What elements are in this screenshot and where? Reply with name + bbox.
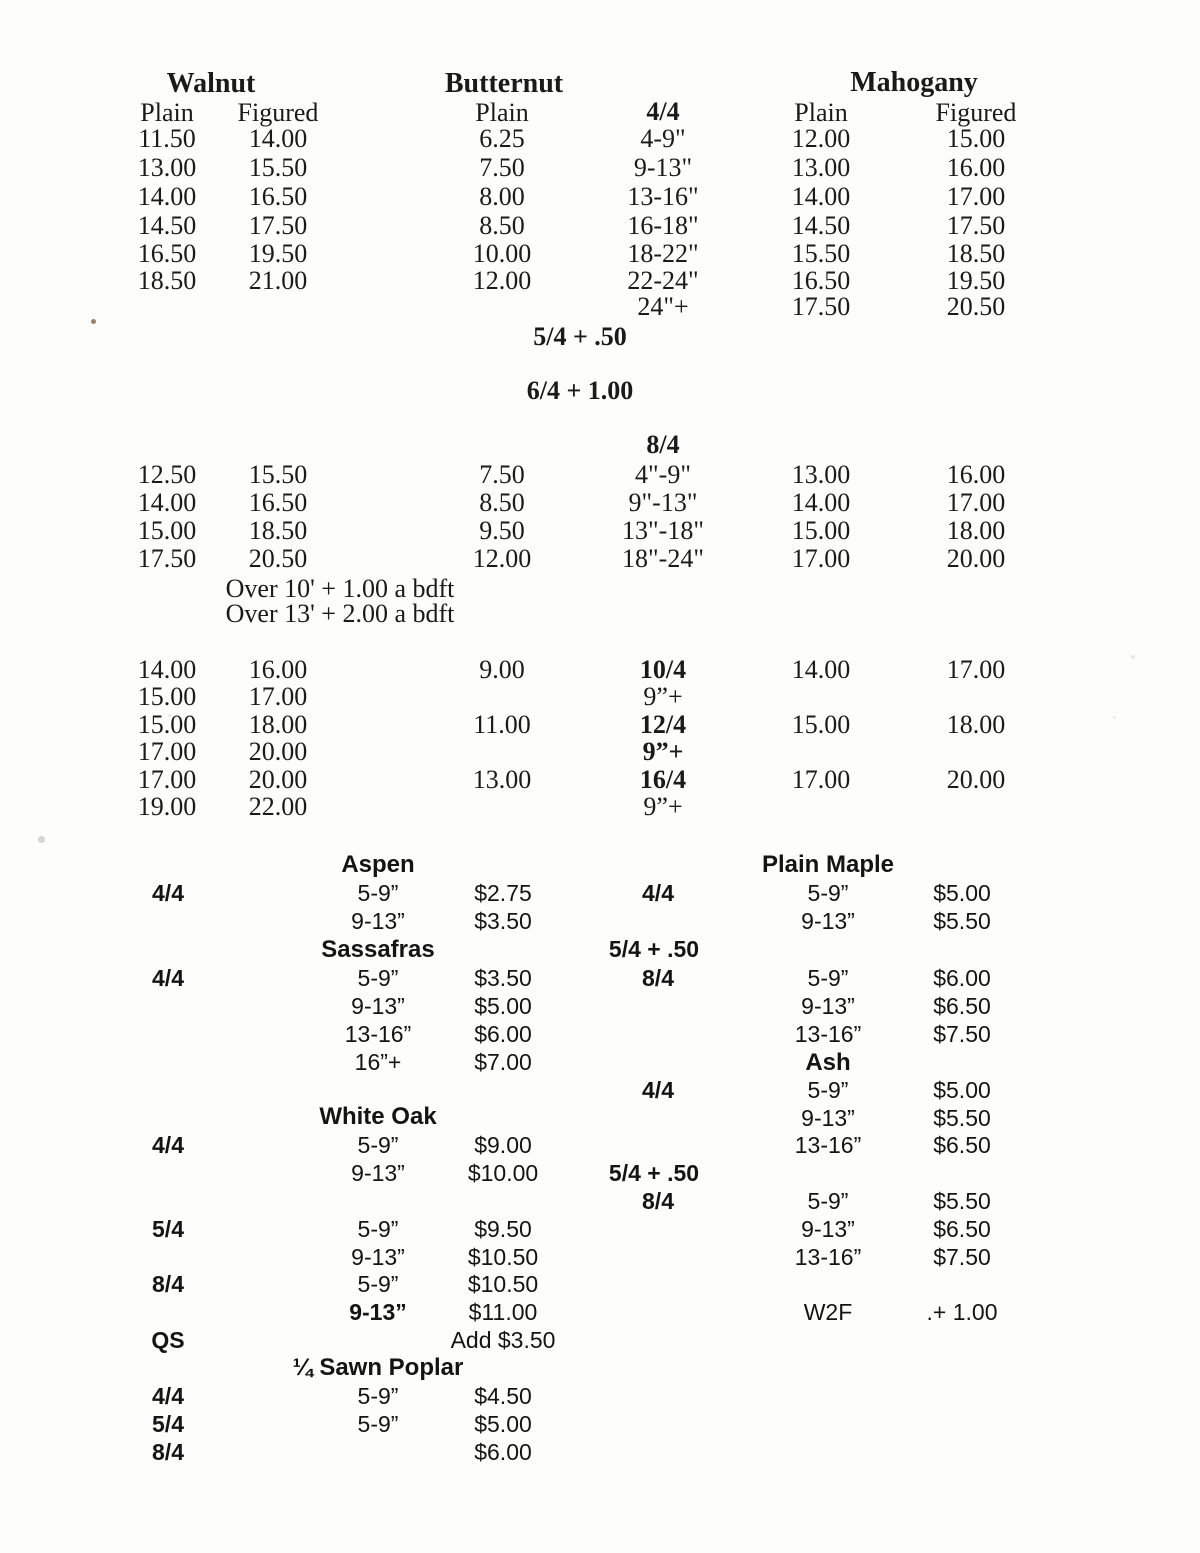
row-white-oak-1-price: $10.00: [467, 1160, 539, 1186]
thick-stock-row-2-mahogany-plain: 15.00: [791, 710, 851, 739]
row-white-oak-2-price: $9.50: [474, 1216, 532, 1242]
row-plain-maple-3-price: $6.00: [933, 965, 991, 991]
four-quarter-row-2-mahogany-figured: 17.00: [946, 182, 1006, 211]
grade-header-figured-1: Figured: [237, 98, 319, 127]
row---sawn-poplar-1-width: 5-9”: [357, 1411, 399, 1437]
grade-header-plain-0: Plain: [140, 98, 194, 127]
thick-stock-row-4-mahogany-figured: 20.00: [946, 765, 1006, 794]
thick-stock-row-4-walnut-figured: 20.00: [248, 765, 308, 794]
row---sawn-poplar-0-width: 5-9”: [357, 1383, 399, 1409]
row-ash-3-thickness: 5/4 + .50: [608, 1160, 700, 1186]
thick-stock-row-1-width: 9”+: [643, 682, 683, 711]
row---sawn-poplar-1-price: $5.00: [474, 1411, 532, 1437]
four-quarter-row-5-walnut-figured: 21.00: [248, 266, 308, 295]
four-quarter-row-2-walnut-plain: 14.00: [137, 182, 197, 211]
row-sassafras-0-price: $3.50: [474, 965, 532, 991]
eight-quarter-row-1-mahogany-plain: 14.00: [791, 488, 851, 517]
length-note-0: Over 10' + 1.00 a bdft: [225, 574, 455, 603]
section-header-plain-maple: Plain Maple: [761, 851, 895, 878]
row-white-oak-4-price: $10.50: [467, 1271, 539, 1297]
row-white-oak-0-price: $9.00: [474, 1132, 532, 1158]
four-quarter-row-6-mahogany-plain: 17.50: [791, 292, 851, 321]
thick-stock-row-5-width: 9”+: [643, 792, 683, 821]
row-sassafras-2-price: $6.00: [474, 1021, 532, 1047]
four-quarter-row-5-mahogany-figured: 19.50: [946, 266, 1006, 295]
four-quarter-row-1-mahogany-plain: 13.00: [791, 153, 851, 182]
four-quarter-row-1-walnut-plain: 13.00: [137, 153, 197, 182]
grade-header-44-3: 4/4: [646, 97, 680, 126]
four-quarter-row-4-walnut-figured: 19.50: [248, 239, 308, 268]
row-plain-maple-3-thickness: 8/4: [642, 965, 674, 991]
row-plain-maple-4-width: 9-13”: [801, 993, 855, 1019]
eight-quarter-row-2-butternut-plain: 9.50: [479, 516, 525, 545]
section-header-white-oak: White Oak: [319, 1103, 437, 1130]
thick-stock-row-5-walnut-plain: 19.00: [137, 792, 197, 821]
eight-quarter-row-3-butternut-plain: 12.00: [472, 544, 532, 573]
eight-quarter-row-1-butternut-plain: 8.50: [479, 488, 525, 517]
row-plain-maple-3-width: 5-9”: [807, 965, 849, 991]
row-sassafras-3-price: $7.00: [474, 1049, 532, 1075]
species-header-walnut: Walnut: [166, 68, 256, 99]
row-ash-2-width: 13-16”: [794, 1132, 862, 1158]
eight-quarter-row-2-walnut-figured: 18.50: [248, 516, 308, 545]
row-aspen-0-thickness: 4/4: [152, 880, 184, 906]
thick-stock-row-2-mahogany-figured: 18.00: [946, 710, 1006, 739]
row-white-oak-5-width: 9-13”: [349, 1299, 407, 1325]
row-plain-maple-1-price: $5.50: [933, 908, 991, 934]
row-plain-maple-5-price: $7.50: [933, 1021, 991, 1047]
four-quarter-row-3-mahogany-figured: 17.50: [946, 211, 1006, 240]
thick-stock-row-0-mahogany-plain: 14.00: [791, 655, 851, 684]
row-white-oak-3-price: $10.50: [467, 1244, 539, 1270]
eight-quarter-row-1-walnut-figured: 16.50: [248, 488, 308, 517]
thick-stock-row-3-walnut-figured: 20.00: [248, 737, 308, 766]
row-ash-1-width: 9-13”: [801, 1105, 855, 1131]
four-quarter-row-4-width: 18-22": [627, 239, 699, 268]
eight-quarter-row-3-mahogany-plain: 17.00: [791, 544, 851, 573]
eight-quarter-row-3-mahogany-figured: 20.00: [946, 544, 1006, 573]
thick-stock-row-1-walnut-figured: 17.00: [248, 682, 308, 711]
four-quarter-row-3-walnut-plain: 14.50: [137, 211, 197, 240]
thick-stock-row-4-walnut-plain: 17.00: [137, 765, 197, 794]
four-quarter-row-0-mahogany-figured: 15.00: [946, 124, 1006, 153]
row-ash-4-thickness: 8/4: [642, 1188, 674, 1214]
section-header-sassafras: Sassafras: [321, 936, 435, 963]
eight-quarter-row-1-width: 9"-13": [628, 488, 698, 517]
four-quarter-row-1-walnut-figured: 15.50: [248, 153, 308, 182]
four-quarter-row-6-width: 24"+: [637, 292, 689, 321]
row-plain-maple-5-width: 13-16”: [794, 1021, 862, 1047]
row-ash-7-price: .+ 1.00: [926, 1299, 998, 1325]
row-ash-4-price: $5.50: [933, 1188, 991, 1214]
species-header-butternut: Butternut: [444, 68, 564, 99]
row-ash-0-price: $5.00: [933, 1077, 991, 1103]
thick-stock-row-3-width: 9”+: [642, 737, 684, 766]
row-white-oak-4-thickness: 8/4: [152, 1271, 184, 1297]
row-aspen-1-price: $3.50: [474, 908, 532, 934]
thick-stock-row-4-butternut-plain: 13.00: [472, 765, 532, 794]
eight-quarter-row-3-width: 18"-24": [622, 544, 704, 573]
row---sawn-poplar-2-price: $6.00: [474, 1439, 532, 1465]
four-quarter-row-0-mahogany-plain: 12.00: [791, 124, 851, 153]
four-quarter-row-2-walnut-figured: 16.50: [248, 182, 308, 211]
four-quarter-row-0-walnut-plain: 11.50: [138, 124, 196, 153]
section-header-aspen: Aspen: [341, 851, 415, 878]
row-sassafras-2-width: 13-16”: [344, 1021, 412, 1047]
row-sassafras-3-width: 16”+: [354, 1049, 402, 1075]
four-quarter-row-3-mahogany-plain: 14.50: [791, 211, 851, 240]
thickness-header-8-4: 8/4: [646, 430, 680, 459]
row-ash-5-price: $6.50: [933, 1216, 991, 1242]
four-quarter-row-5-mahogany-plain: 16.50: [791, 266, 851, 295]
eight-quarter-row-1-walnut-plain: 14.00: [137, 488, 197, 517]
row---sawn-poplar-0-price: $4.50: [474, 1383, 532, 1409]
row-plain-maple-0-price: $5.00: [933, 880, 991, 906]
thick-stock-row-4-mahogany-plain: 17.00: [791, 765, 851, 794]
thick-stock-row-0-mahogany-figured: 17.00: [946, 655, 1006, 684]
row-aspen-0-width: 5-9”: [357, 880, 399, 906]
thick-stock-row-0-walnut-figured: 16.00: [248, 655, 308, 684]
four-quarter-row-5-width: 22-24": [627, 266, 699, 295]
row-ash-6-price: $7.50: [933, 1244, 991, 1270]
four-quarter-row-5-walnut-plain: 18.50: [137, 266, 197, 295]
four-quarter-row-3-butternut-plain: 8.50: [479, 211, 525, 240]
section-header---sawn-poplar: ¼ Sawn Poplar: [292, 1354, 464, 1381]
scan-speck: [1131, 655, 1135, 659]
row---sawn-poplar-2-thickness: 8/4: [152, 1439, 184, 1465]
thick-stock-row-1-walnut-plain: 15.00: [137, 682, 197, 711]
thick-stock-row-2-walnut-plain: 15.00: [137, 710, 197, 739]
row-sassafras-0-width: 5-9”: [357, 965, 399, 991]
thick-stock-row-5-walnut-figured: 22.00: [248, 792, 308, 821]
section-header-ash: Ash: [805, 1049, 851, 1076]
row-white-oak-6-thickness: QS: [151, 1327, 185, 1353]
row-white-oak-2-thickness: 5/4: [152, 1216, 184, 1242]
grade-header-plain-2: Plain: [475, 98, 529, 127]
four-quarter-row-1-mahogany-figured: 16.00: [946, 153, 1006, 182]
eight-quarter-row-2-walnut-plain: 15.00: [137, 516, 197, 545]
eight-quarter-row-3-walnut-figured: 20.50: [248, 544, 308, 573]
four-quarter-row-3-width: 16-18": [627, 211, 699, 240]
row-ash-4-width: 5-9”: [807, 1188, 849, 1214]
row-plain-maple-1-width: 9-13”: [801, 908, 855, 934]
row-ash-1-price: $5.50: [933, 1105, 991, 1131]
row-white-oak-3-width: 9-13”: [351, 1244, 405, 1270]
thick-stock-row-0-width: 10/4: [639, 655, 687, 684]
thick-stock-row-2-width: 12/4: [639, 710, 687, 739]
grade-header-figured-5: Figured: [935, 98, 1017, 127]
four-quarter-row-0-walnut-figured: 14.00: [248, 124, 308, 153]
four-quarter-row-2-butternut-plain: 8.00: [479, 182, 525, 211]
row-plain-maple-0-width: 5-9”: [807, 880, 849, 906]
four-quarter-row-2-width: 13-16": [627, 182, 699, 211]
four-quarter-row-2-mahogany-plain: 14.00: [791, 182, 851, 211]
species-header-mahogany: Mahogany: [850, 67, 978, 98]
thick-stock-row-2-butternut-plain: 11.00: [473, 710, 531, 739]
row-plain-maple-2-thickness: 5/4 + .50: [608, 936, 700, 962]
four-quarter-row-4-mahogany-figured: 18.50: [946, 239, 1006, 268]
eight-quarter-row-0-mahogany-plain: 13.00: [791, 460, 851, 489]
row-sassafras-1-price: $5.00: [474, 993, 532, 1019]
four-quarter-row-1-butternut-plain: 7.50: [479, 153, 525, 182]
eight-quarter-row-3-walnut-plain: 17.50: [137, 544, 197, 573]
four-quarter-row-3-walnut-figured: 17.50: [248, 211, 308, 240]
eight-quarter-row-0-width: 4"-9": [635, 460, 691, 489]
length-note-1: Over 13' + 2.00 a bdft: [225, 599, 455, 628]
row-white-oak-1-width: 9-13”: [351, 1160, 405, 1186]
row-white-oak-0-thickness: 4/4: [152, 1132, 184, 1158]
eight-quarter-row-0-walnut-plain: 12.50: [137, 460, 197, 489]
eight-quarter-row-2-mahogany-plain: 15.00: [791, 516, 851, 545]
row-white-oak-4-width: 5-9”: [357, 1271, 399, 1297]
eight-quarter-row-0-butternut-plain: 7.50: [479, 460, 525, 489]
grade-header-plain-4: Plain: [794, 98, 848, 127]
row-ash-0-width: 5-9”: [807, 1077, 849, 1103]
thick-stock-row-0-butternut-plain: 9.00: [479, 655, 525, 684]
row-plain-maple-4-price: $6.50: [933, 993, 991, 1019]
eight-quarter-row-0-mahogany-figured: 16.00: [946, 460, 1006, 489]
scan-speck: [91, 319, 96, 324]
thick-stock-row-0-walnut-plain: 14.00: [137, 655, 197, 684]
row-plain-maple-0-thickness: 4/4: [642, 880, 674, 906]
row-white-oak-6-price: Add $3.50: [450, 1327, 556, 1353]
four-quarter-row-4-mahogany-plain: 15.50: [791, 239, 851, 268]
eight-quarter-row-0-walnut-figured: 15.50: [248, 460, 308, 489]
row-sassafras-1-width: 9-13”: [351, 993, 405, 1019]
four-quarter-row-4-butternut-plain: 10.00: [472, 239, 532, 268]
row-ash-2-price: $6.50: [933, 1132, 991, 1158]
row-white-oak-2-width: 5-9”: [357, 1216, 399, 1242]
eight-quarter-row-2-width: 13"-18": [622, 516, 704, 545]
four-quarter-row-0-width: 4-9": [640, 124, 686, 153]
row---sawn-poplar-1-thickness: 5/4: [152, 1411, 184, 1437]
row-aspen-1-width: 9-13”: [351, 908, 405, 934]
row---sawn-poplar-0-thickness: 4/4: [152, 1383, 184, 1409]
row-white-oak-5-price: $11.00: [468, 1299, 538, 1325]
thick-stock-row-3-walnut-plain: 17.00: [137, 737, 197, 766]
row-ash-6-width: 13-16”: [794, 1244, 862, 1270]
row-aspen-0-price: $2.75: [474, 880, 532, 906]
scan-speck: [38, 836, 45, 843]
row-ash-7-width: W2F: [803, 1299, 853, 1325]
upcharge-line-0: 5/4 + .50: [533, 322, 627, 351]
eight-quarter-row-2-mahogany-figured: 18.00: [946, 516, 1006, 545]
four-quarter-row-1-width: 9-13": [633, 153, 693, 182]
four-quarter-row-5-butternut-plain: 12.00: [472, 266, 532, 295]
row-ash-0-thickness: 4/4: [642, 1077, 674, 1103]
eight-quarter-row-1-mahogany-figured: 17.00: [946, 488, 1006, 517]
row-sassafras-0-thickness: 4/4: [152, 965, 184, 991]
four-quarter-row-0-butternut-plain: 6.25: [479, 124, 525, 153]
four-quarter-row-4-walnut-plain: 16.50: [137, 239, 197, 268]
thick-stock-row-4-width: 16/4: [639, 765, 687, 794]
scan-speck: [1113, 716, 1116, 719]
row-ash-5-width: 9-13”: [801, 1216, 855, 1242]
thick-stock-row-2-walnut-figured: 18.00: [248, 710, 308, 739]
four-quarter-row-6-mahogany-figured: 20.50: [946, 292, 1006, 321]
upcharge-line-1: 6/4 + 1.00: [526, 376, 634, 405]
row-white-oak-0-width: 5-9”: [357, 1132, 399, 1158]
